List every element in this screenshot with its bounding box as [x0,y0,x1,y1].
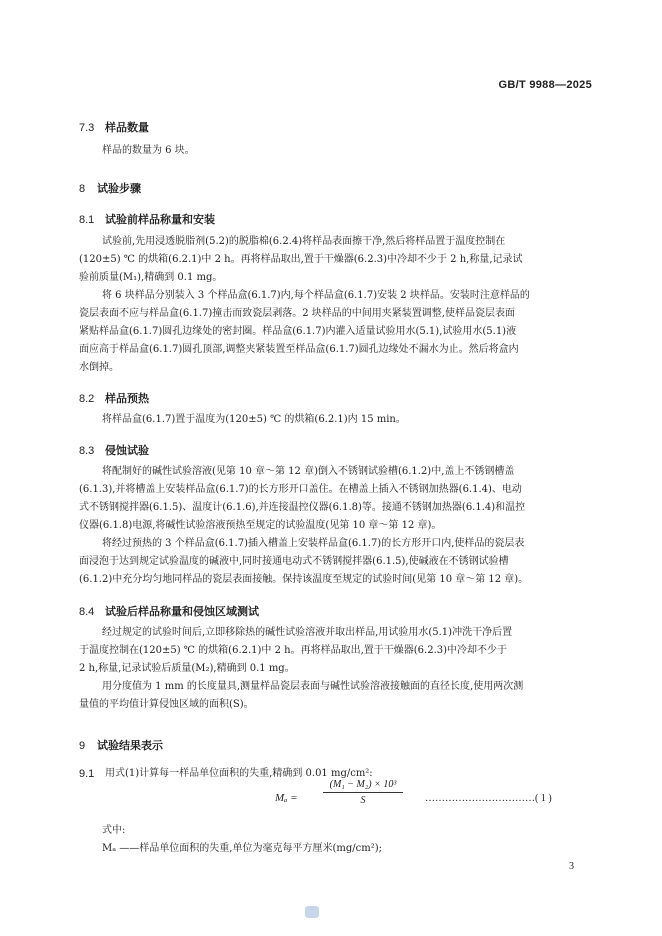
paragraph: 用式(1)计算每一样品单位面积的失重,精确到 0.01 mg/cm²: [105,768,373,779]
where-label: 式中: [102,825,126,836]
paragraph-line: 水倒掉。 [79,362,119,373]
section-number: 8.1 [79,214,95,226]
section-8-4-heading [79,603,259,619]
formula-fraction [323,779,403,806]
section-number: 7.3 [79,122,95,134]
paragraph-line: 试验前,先用浸透脱脂剂(5.2)的脱脂棉(6.2.4)将样品表面擦干净,然后将样品置于温度控制在 [102,236,506,247]
equation-number: ……………………………( 1 ) [425,793,552,804]
paragraph-line: 将配制好的碱性试验溶液(见第 10 章～第 12 章)倒入不锈钢试验槽(6.1.2)中,盖上不锈钢槽盖 [102,466,515,477]
section-8-1-heading [79,211,215,227]
paragraph-line: 用分度值为 1 mm 的长度量具,测量样品瓷层表面与碱性试验溶液接触面的直径长度,使用两次测 [102,681,524,692]
paragraph-line: (120±5) ℃ 的烘箱(6.2.1)中 2 h。再将样品取出,置于干燥器(6.2.3)中冷却不少于 2 h,称量,记录试 [79,254,523,265]
paragraph-line: 经过规定的试验时间后,立即移除热的碱性试验溶液并取出样品,用试验用水(5.1)冲洗干净后置 [102,627,513,638]
section-title: 试验结果表示 [97,739,163,752]
section-8-heading [79,180,141,196]
formula-lhs: Mₐ = [275,792,298,804]
publisher-logo-icon [305,906,319,918]
paragraph-line: 将 6 块样品分别装入 3 个样品盒(6.1.7)内,每个样品盒(6.1.7)安装 2 块样品。安装时注意样品的 [102,290,530,301]
paragraph-line: 2 h,称量,记录试验后质量(M₂),精确到 0.1 mg。 [79,663,295,674]
paragraph-line: 式不锈钢搅拌器(6.1.5)、温度计(6.1.6),并连接温控仪器(6.1.8)等。接通不锈钢加热器(6.1.4)和温控 [79,502,526,513]
standard-number: GB/T 9988—2025 [498,79,592,91]
paragraph-line: 将经过预热的 3 个样品盒(6.1.7)插入槽盖上安装样品盒(6.1.7)的长方形开口内,使样品的瓷层表 [102,538,525,549]
section-8-3-heading [79,442,149,458]
section-title: 试验前样品称量和安装 [105,213,215,226]
paragraph-line: 验前质量(M₁),精确到 0.1 mg。 [79,272,223,283]
formula-numerator: (M₁ − M₂) × 10³ [329,779,397,790]
section-9-1-number: 9.1 [79,768,95,780]
paragraph-line: 量值的平均值计算侵蚀区域的面积(S)。 [79,699,254,710]
page-number: 3 [569,861,574,872]
paragraph-line: 面浸泡于达到规定试验温度的碱液中,同时接通电动式不锈钢搅拌器(6.1.5),使碱液在不锈钢试验槽 [79,556,509,567]
section-8-2-heading [79,390,149,406]
section-title: 样品数量 [105,121,149,134]
section-title: 试验后样品称量和侵蚀区域测试 [105,605,259,618]
section-title: 侵蚀试验 [105,444,149,457]
section-number: 9 [79,740,86,752]
section-7-3-heading [79,119,149,135]
paragraph-line: (6.1.2)中充分均匀地同样品的瓷层表面接触。保持该温度至规定的试验时间(见第 10 章～第 12 章)。 [79,574,529,585]
paragraph-line: (6.1.3),并将槽盖上安装样品盒(6.1.7)的长方形开口盖住。在槽盖上插入不锈钢加热器(6.1.4)、电动 [79,484,522,495]
section-title: 样品预热 [105,392,149,405]
symbol-definition: Mₐ ——样品单位面积的失重,单位为毫克每平方厘米(mg/cm²); [102,843,382,854]
section-title: 试验步骤 [97,182,141,195]
section-number: 8.4 [79,606,95,618]
paragraph: 将样品盒(6.1.7)置于温度为(120±5) ℃ 的烘箱(6.2.1)内 15 min。 [102,414,406,425]
paragraph-line: 瓷层表面不应与样品盒(6.1.7)撞击而致瓷层剥落。2 块样品的中间用夹紧装置调整,使样品瓷层表面 [79,308,515,319]
paragraph-line: 仪器(6.1.8)电源,将碱性试验溶液预热至规定的试验温度(见第 10 章～第 12 章)。 [79,520,442,531]
paragraph-line: 面应高于样品盒(6.1.7)圆孔顶部,调整夹紧装置至样品盒(6.1.7)圆孔边缘处不漏水为止。然后将盒内 [79,344,519,355]
section-number: 8 [79,183,86,195]
section-number: 8.3 [79,445,95,457]
section-number: 8.2 [79,393,95,405]
section-9-heading [79,737,163,753]
paragraph-line: 于温度控制在(120±5) ℃ 的烘箱(6.2.1)中 2 h。再将样品取出,置于干燥器(6.2.3)中冷却不少于 [79,645,508,656]
formula-denominator: S [360,795,366,806]
paragraph-line: 紧贴样品盒(6.1.7)圆孔边缘处的密封圈。样品盒(6.1.7)内灌入适量试验用水(5.1),试验用水(5.1)液 [79,326,517,337]
paragraph: 样品的数量为 6 块。 [102,145,195,156]
fraction-bar [323,792,403,793]
